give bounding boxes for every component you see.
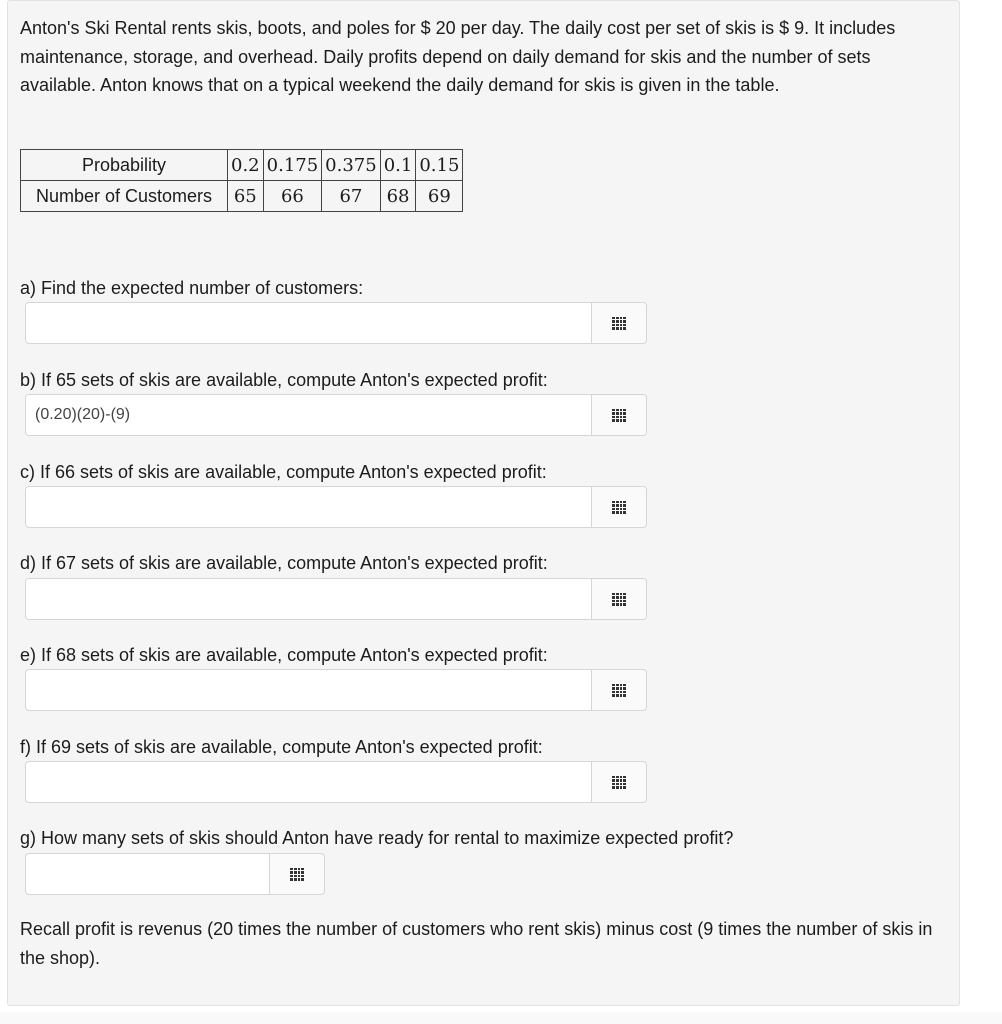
demand-table: [20, 149, 463, 212]
question-f-label: f) If 69 sets of skis are available, compute Anton's expected profit:: [20, 737, 543, 757]
answer-box-c: [25, 486, 647, 528]
math-palette-button-d[interactable]: [591, 579, 646, 619]
answer-input-c[interactable]: [26, 487, 591, 527]
question-d-label: d) If 67 sets of skis are available, compute Anton's expected profit:: [20, 553, 548, 573]
math-palette-grid-icon: [612, 776, 626, 789]
answer-box-f: [25, 761, 647, 803]
answer-box-d: [25, 578, 647, 620]
answer-input-b[interactable]: [26, 395, 591, 435]
probability-cell: 0.2: [228, 150, 264, 181]
question-a-label: a) Find the expected number of customers:: [20, 278, 364, 298]
customers-label: Number of Customers: [21, 181, 228, 212]
answer-input-f[interactable]: [26, 762, 591, 802]
question-b-label: b) If 65 sets of skis are available, compute Anton's expected profit:: [20, 370, 548, 390]
answer-box-e: [25, 669, 647, 711]
customers-cell: 69: [416, 181, 463, 212]
customers-cell: 67: [322, 181, 381, 212]
math-palette-button-f[interactable]: [591, 762, 646, 802]
question-g-label: g) How many sets of skis should Anton have ready for rental to maximize expected profit?: [20, 828, 734, 848]
answer-input-e[interactable]: [26, 670, 591, 710]
customers-row: [21, 181, 463, 212]
question-e-label: e) If 68 sets of skis are available, compute Anton's expected profit:: [20, 645, 548, 665]
bottom-strip: [0, 1012, 1002, 1024]
probability-cell: 0.1: [380, 150, 416, 181]
answer-input-d[interactable]: [26, 579, 591, 619]
customers-cell: 66: [263, 181, 322, 212]
answer-box-g: [25, 853, 325, 895]
math-palette-button-a[interactable]: [591, 303, 646, 343]
math-palette-button-e[interactable]: [591, 670, 646, 710]
math-palette-grid-icon: [612, 684, 626, 697]
probability-cell: 0.375: [322, 150, 381, 181]
math-palette-grid-icon: [612, 501, 626, 514]
answer-box-a: [25, 302, 647, 344]
profit-note: Recall profit is revenus (20 times the number of customers who rent skis) minus cost (9 times the number of skis in the shop).: [20, 919, 933, 968]
math-palette-button-c[interactable]: [591, 487, 646, 527]
math-palette-button-b[interactable]: [591, 395, 646, 435]
problem-intro: Anton's Ski Rental rents skis, boots, and poles for $ 20 per day. The daily cost per set of skis is $ 9. It includes maintenance, storage, and overhead. Daily profits depend on daily demand for skis and the number of sets available. Anton knows that on a typical weekend the daily demand for skis is given in the table.: [20, 18, 896, 96]
math-palette-grid-icon: [612, 593, 626, 606]
answer-input-a[interactable]: [26, 303, 591, 343]
math-palette-button-g[interactable]: [269, 854, 324, 894]
question-c-label: c) If 66 sets of skis are available, compute Anton's expected profit:: [20, 462, 547, 482]
answer-box-b: [25, 394, 647, 436]
probability-cell: 0.15: [416, 150, 463, 181]
answer-input-g[interactable]: [26, 854, 269, 894]
probability-cell: 0.175: [263, 150, 322, 181]
math-palette-grid-icon: [612, 317, 626, 330]
probability-row: [21, 150, 463, 181]
customers-cell: 65: [228, 181, 264, 212]
customers-cell: 68: [380, 181, 416, 212]
math-palette-grid-icon: [290, 868, 304, 881]
math-palette-grid-icon: [612, 409, 626, 422]
probability-label: Probability: [21, 150, 228, 181]
